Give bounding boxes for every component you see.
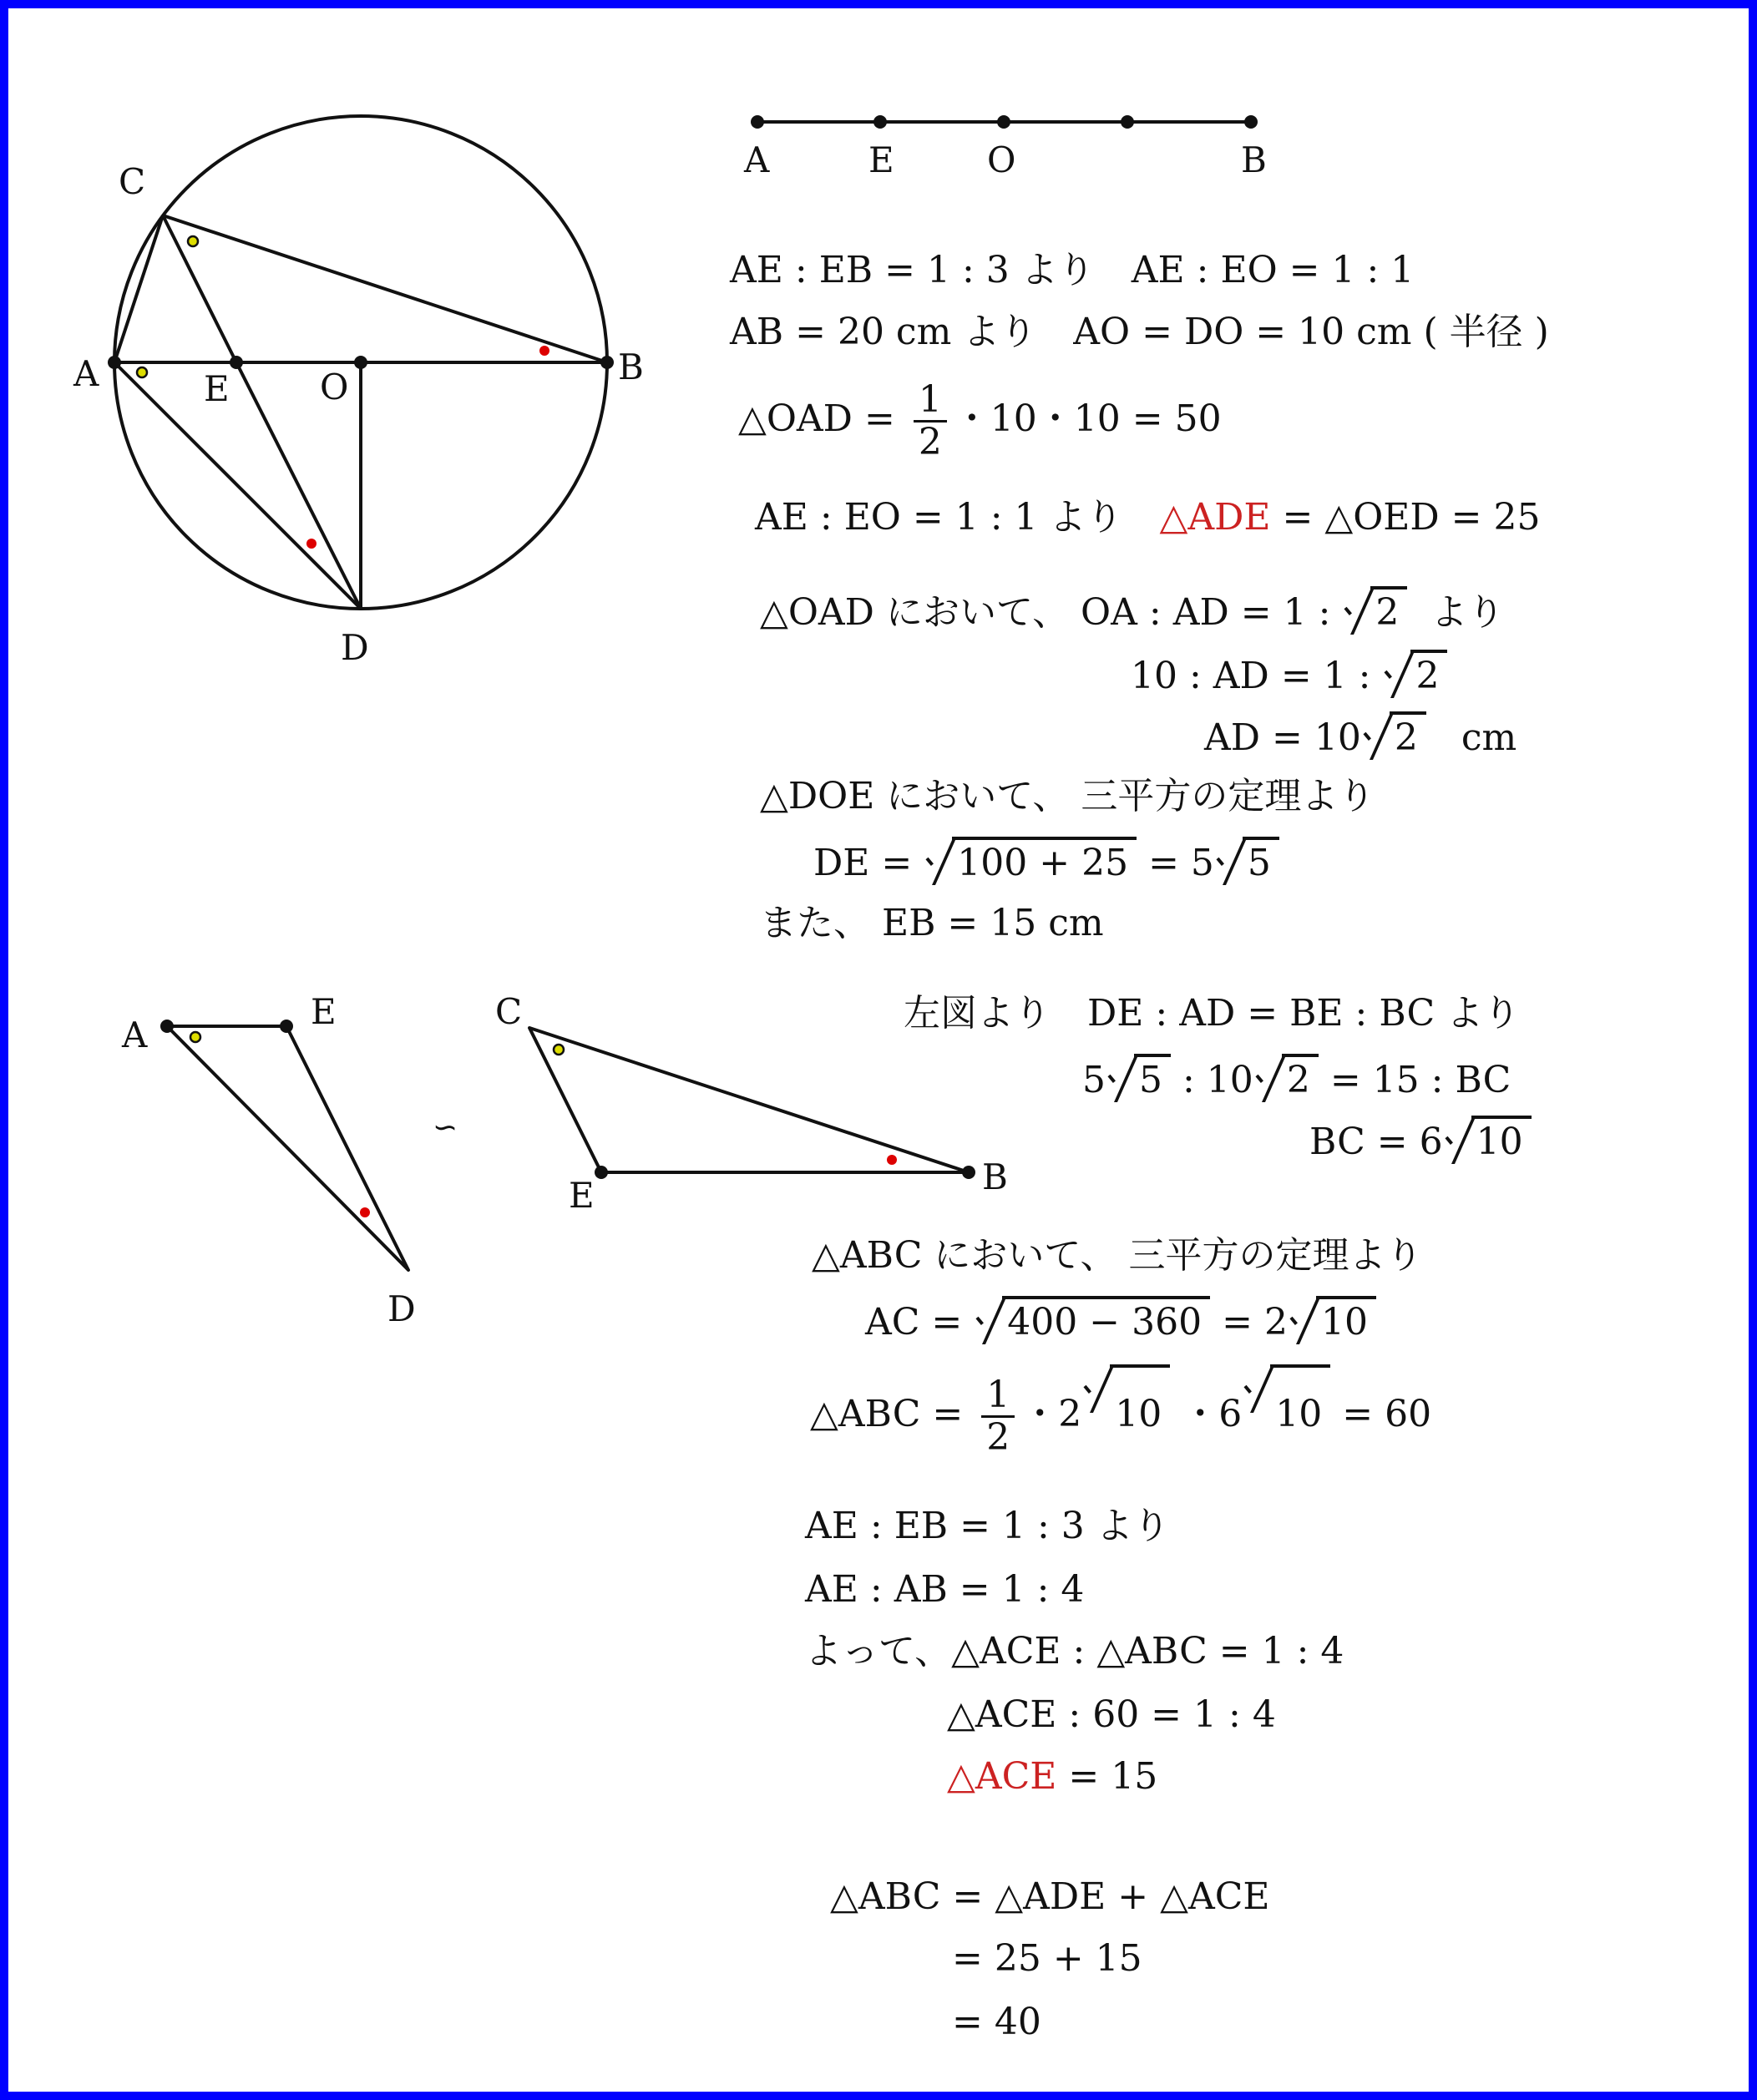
radicand: 10 [1316, 1296, 1376, 1346]
yellow-mark-c [188, 236, 198, 246]
sqrt-10 [1245, 1364, 1330, 1461]
solution-line-17: AE : EB = 1 : 3 より [805, 1505, 1170, 1547]
ratio-mid: : 10 [1182, 1059, 1253, 1101]
area-ade-highlight: △ADE [1159, 496, 1271, 539]
circle-labels [73, 161, 644, 668]
sqrt-10 [1446, 1116, 1532, 1166]
tri1-point-a [160, 1020, 174, 1033]
fraction-numerator: 1 [981, 1375, 1015, 1418]
area-oad-expression: ・10・10 = 50 [953, 397, 1222, 440]
radicand: 2 [1282, 1054, 1319, 1104]
tri1-red-mark [360, 1207, 370, 1217]
solution-line-24: = 40 [952, 2001, 1041, 2043]
radicand: 100 + 25 [952, 837, 1137, 887]
tri2-point-e [595, 1166, 608, 1179]
unit-cm: cm [1461, 716, 1517, 759]
yori-text: より [1430, 591, 1505, 634]
sqrt-2 [1385, 650, 1447, 700]
area-ade-value: = △OED = 25 [1270, 496, 1541, 539]
ad-value-text: AD = 10 [1204, 716, 1361, 759]
point-a [108, 356, 121, 369]
de-mid: = 5 [1148, 842, 1214, 884]
label-c: C [119, 161, 146, 202]
seg-point-a [751, 115, 764, 129]
point-e [230, 356, 243, 369]
solution-line-20: △ACE : 60 = 1 : 4 [947, 1693, 1276, 1736]
triangle-ade-shape [167, 1026, 408, 1270]
solution-line-11: 左図より DE : AD = BE : BC より [904, 992, 1521, 1035]
solution-line-5 [760, 586, 1504, 636]
oad-ratio-text: △OAD において、 OA : AD = 1 : [760, 591, 1343, 634]
label-b: B [618, 347, 644, 387]
solution-line-18: AE : AB = 1 : 4 [805, 1568, 1085, 1611]
solution-line-2: AB = 20 cm より AO = DO = 10 cm ( 半径 ) [730, 311, 1549, 353]
fraction-half [914, 380, 947, 463]
solution-line-1: AE : EB = 1 : 3 より AE : EO = 1 : 1 [730, 249, 1415, 291]
segment-ac [114, 215, 163, 362]
ac-label: AC = [865, 1301, 975, 1343]
label-a: A [73, 353, 99, 394]
sqrt-10 [1291, 1296, 1376, 1346]
sqrt-2 [1257, 1054, 1319, 1104]
tri1-yellow-mark [190, 1032, 200, 1042]
label-d: D [341, 627, 369, 668]
seg-label-o: O [987, 139, 1016, 180]
red-mark-b [539, 346, 549, 356]
area-oad-label: △OAD = [738, 397, 907, 440]
solution-line-12 [1082, 1054, 1511, 1104]
similar-symbol: ∽ [433, 1111, 458, 1145]
area-mid-1: ・2 [1021, 1393, 1082, 1435]
sqrt-expression [927, 837, 1137, 887]
point-o [354, 356, 367, 369]
solution-line-14: △ABC において、 三平方の定理より [812, 1234, 1423, 1277]
radicand: 10 [1471, 1116, 1532, 1166]
segment-figure [743, 115, 1267, 180]
segment-cb [163, 215, 607, 362]
solution-line-19: よって、△ACE : △ABC = 1 : 4 [805, 1630, 1344, 1672]
area-abc-value: = 60 [1342, 1393, 1432, 1435]
solution-line-10: また、 EB = 15 cm [760, 902, 1104, 944]
solution-line-16 [810, 1364, 1431, 1461]
tri2-label-b: B [982, 1156, 1008, 1197]
tri2-yellow-mark [554, 1045, 564, 1055]
ad-ratio-text: 10 : AD = 1 : [1131, 655, 1383, 697]
solution-line-23: = 25 + 15 [952, 1937, 1142, 1980]
seg-label-a: A [744, 139, 770, 180]
solution-line-6 [1131, 650, 1447, 700]
tri1-point-e [280, 1020, 293, 1033]
solution-line-21 [947, 1753, 1157, 1800]
radicand: 400 − 360 [1002, 1296, 1210, 1346]
solution-line-9 [813, 837, 1279, 887]
de-label: DE = [813, 842, 924, 884]
area-abc-label: △ABC = [810, 1393, 975, 1435]
sqrt-10 [1085, 1364, 1170, 1461]
fraction-denominator: 2 [986, 1416, 1010, 1459]
yellow-mark-a [137, 367, 147, 377]
radicand: 10 [1110, 1364, 1170, 1461]
solution-line-15 [865, 1296, 1376, 1346]
point-b [600, 356, 614, 369]
radicand: 10 [1270, 1364, 1330, 1461]
area-ace-highlight: △ACE [947, 1755, 1057, 1798]
solution-line-13 [1309, 1116, 1532, 1166]
ratio-text: AE : EO = 1 : 1 より [755, 496, 1160, 539]
area-ace-value: = 15 [1056, 1755, 1158, 1798]
fraction-numerator: 1 [914, 380, 947, 423]
seg-label-e: E [868, 139, 894, 180]
tri2-point-b [962, 1166, 975, 1179]
triangle-ade [121, 991, 416, 1329]
red-mark-d [306, 539, 316, 549]
solution-line-7 [1204, 711, 1516, 762]
ratio-post: = 15 : BC [1329, 1059, 1511, 1101]
radicand: 5 [1134, 1054, 1171, 1104]
fraction-half [981, 1375, 1015, 1458]
tri2-red-mark [887, 1155, 897, 1165]
triangle-ceb-shape [529, 1028, 969, 1172]
bc-label: BC = 6 [1309, 1121, 1443, 1163]
radicand: 2 [1410, 650, 1447, 700]
sqrt-2 [1365, 711, 1426, 762]
sqrt-2 [1345, 586, 1407, 636]
solution-line-3 [738, 372, 1222, 466]
tri1-label-e: E [311, 991, 337, 1032]
radicand: 2 [1390, 711, 1426, 762]
label-e: E [204, 368, 230, 409]
tri2-label-c: C [495, 991, 523, 1032]
radicand: 5 [1243, 837, 1279, 887]
tri1-label-a: A [122, 1015, 148, 1055]
solution-line-22: △ABC = △ADE + △ACE [830, 1875, 1270, 1918]
seg-point-b [1244, 115, 1258, 129]
seg-point-unlabeled [1121, 115, 1134, 129]
seg-point-o [997, 115, 1010, 129]
tri2-label-e: E [569, 1175, 595, 1216]
area-mid-2: ・6 [1182, 1393, 1243, 1435]
sqrt-5 [1109, 1054, 1171, 1104]
ac-mid: = 2 [1222, 1301, 1288, 1343]
radicand: 2 [1370, 586, 1407, 636]
sqrt-expression [977, 1296, 1210, 1346]
seg-point-e [873, 115, 887, 129]
tri1-label-d: D [387, 1288, 416, 1329]
seg-label-b: B [1241, 139, 1267, 180]
label-o: O [320, 367, 349, 407]
sqrt-5 [1218, 837, 1279, 887]
solution-line-8: △DOE において、 三平方の定理より [760, 775, 1375, 817]
ratio-5: 5 [1082, 1059, 1106, 1101]
fraction-denominator: 2 [918, 421, 942, 463]
solution-line-4 [755, 494, 1541, 541]
